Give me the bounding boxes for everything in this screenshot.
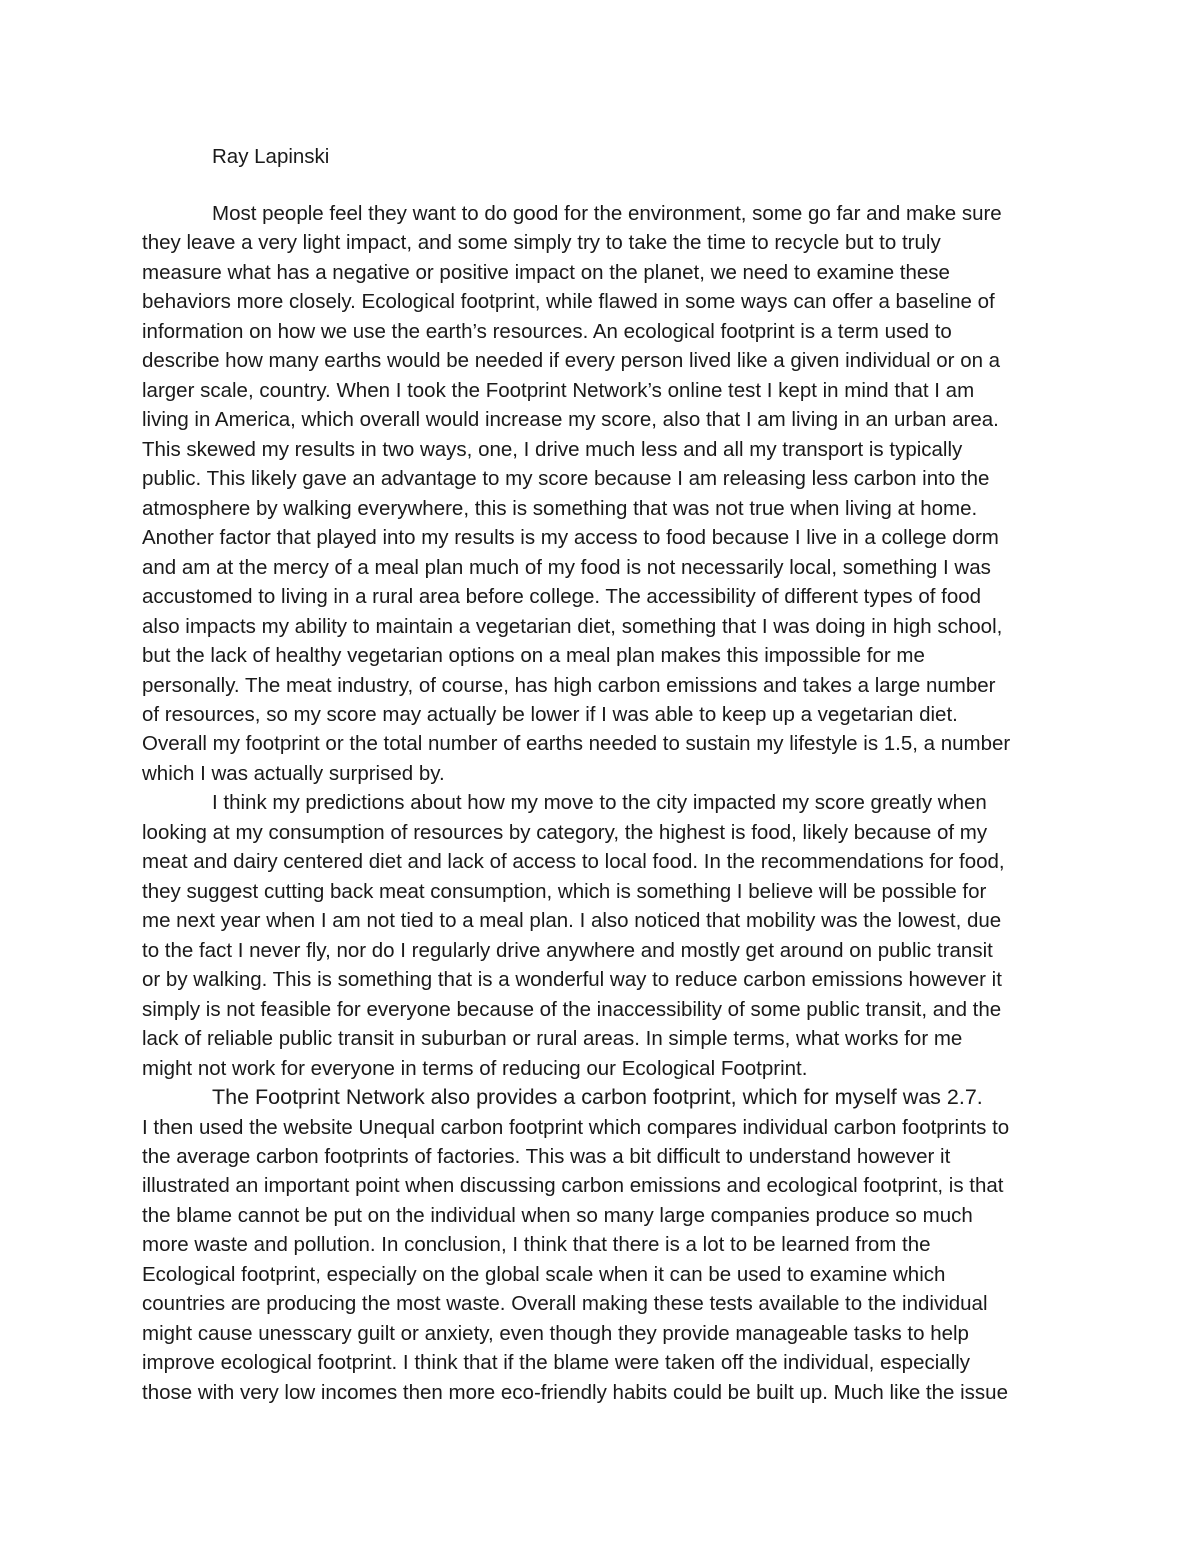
text-line: the average carbon footprints of factories. This was a bit difficult to understand however it xyxy=(142,1145,951,1168)
text-line: Overall my footprint or the total number of earths needed to sustain my lifestyle is 1.5, a number xyxy=(142,732,1011,756)
text-line: I then used the website Unequal carbon footprint which compares individual carbon footprints to xyxy=(142,1115,1010,1139)
text-line: but the lack of healthy vegetarian options on a meal plan makes this impossible for me xyxy=(142,644,925,668)
essay-body xyxy=(142,199,1067,1407)
text-line: living in America, which overall would increase my score, also that I am living in an urban area. xyxy=(142,408,999,432)
text-line: and am at the mercy of a meal plan much of my food is not necessarily local, something I was xyxy=(142,555,991,579)
text-line: or by walking. This is something that is a wonderful way to reduce carbon emissions however it xyxy=(142,968,1002,992)
text-line: Ecological footprint, especially on the global scale when it can be used to examine which xyxy=(142,1262,946,1286)
text-line: describe how many earths would be needed if every person lived like a given individual or on a xyxy=(142,349,1001,373)
text-line: meat and dairy centered diet and lack of access to local food. In the recommendations for food, xyxy=(142,850,1005,874)
text-line: those with very low incomes then more eco-friendly habits could be built up. Much like the issue xyxy=(142,1380,1008,1404)
text-line: might not work for everyone in terms of reducing our Ecological Footprint. xyxy=(142,1056,808,1080)
text-line: simply is not feasible for everyone because of the inaccessibility of some public transit, and the xyxy=(142,997,1002,1021)
text-line: lack of reliable public transit in suburban or rural areas. In simple terms, what works for me xyxy=(142,1027,963,1051)
text-line: I think my predictions about how my move to the city impacted my score greatly when xyxy=(212,791,987,815)
text-line: to the fact I never fly, nor do I regularly drive anywhere and mostly get around on public transit xyxy=(142,938,993,962)
text-line: information on how we use the earth’s resources. An ecological footprint is a term used to xyxy=(142,319,952,343)
paragraph-1 xyxy=(142,199,1067,788)
text-line: atmosphere by walking everywhere, this is something that was not true when living at home. xyxy=(142,496,978,520)
text-line: accustomed to living in a rural area before college. The accessibility of different types of food xyxy=(142,585,982,609)
text-line: also impacts my ability to maintain a vegetarian diet, something that I was doing in high school, xyxy=(142,614,1003,638)
text-line: personally. The meat industry, of course, has high carbon emissions and takes a large number xyxy=(142,673,996,697)
text-line: public. This likely gave an advantage to my score because I am releasing less carbon into the xyxy=(142,467,990,491)
author-name: Ray Lapinski xyxy=(212,145,330,168)
text-line: countries are producing the most waste. Overall making these tests available to the individual xyxy=(142,1292,988,1316)
text-line: behaviors more closely. Ecological footprint, while flawed in some ways can offer a baseline of xyxy=(142,290,995,314)
text-line: measure what has a negative or positive impact on the planet, we need to examine these xyxy=(142,260,950,284)
text-line: the blame cannot be put on the individual when so many large companies produce so much xyxy=(142,1203,973,1227)
paragraph-2 xyxy=(142,788,1067,1083)
paragraph-3 xyxy=(142,1083,1067,1407)
text-line: they leave a very light impact, and some simply try to take the time to recycle but to truly xyxy=(142,231,941,255)
text-line: me next year when I am not tied to a meal plan. I also noticed that mobility was the lowest, due xyxy=(142,909,1002,933)
text-line: of resources, so my score may actually be lower if I was able to keep up a vegetarian diet. xyxy=(142,702,958,726)
text-line: improve ecological footprint. I think that if the blame were taken off the individual, especially xyxy=(142,1351,971,1375)
text-line: illustrated an important point when discussing carbon emissions and ecological footprint, is that xyxy=(142,1174,1004,1198)
text-line: This skewed my results in two ways, one, I drive much less and all my transport is typically xyxy=(142,437,963,461)
text-line: they suggest cutting back meat consumption, which is something I believe will be possible for xyxy=(142,879,987,903)
text-line: looking at my consumption of resources by category, the highest is food, likely because of my xyxy=(142,820,988,844)
text-line: more waste and pollution. In conclusion, I think that there is a lot to be learned from the xyxy=(142,1233,931,1257)
text-line: which I was actually surprised by. xyxy=(142,761,445,785)
text-line: The Footprint Network also provides a carbon footprint, which for myself was 2.7. xyxy=(212,1085,983,1110)
text-line: larger scale, country. When I took the Footprint Network’s online test I kept in mind that I am xyxy=(142,378,975,402)
text-line: Another factor that played into my results is my access to food because I live in a college dorm xyxy=(142,526,999,550)
text-line: Most people feel they want to do good for the environment, some go far and make sure xyxy=(212,202,1002,225)
text-line: might cause unesscary guilt or anxiety, even though they provide manageable tasks to help xyxy=(142,1321,969,1345)
